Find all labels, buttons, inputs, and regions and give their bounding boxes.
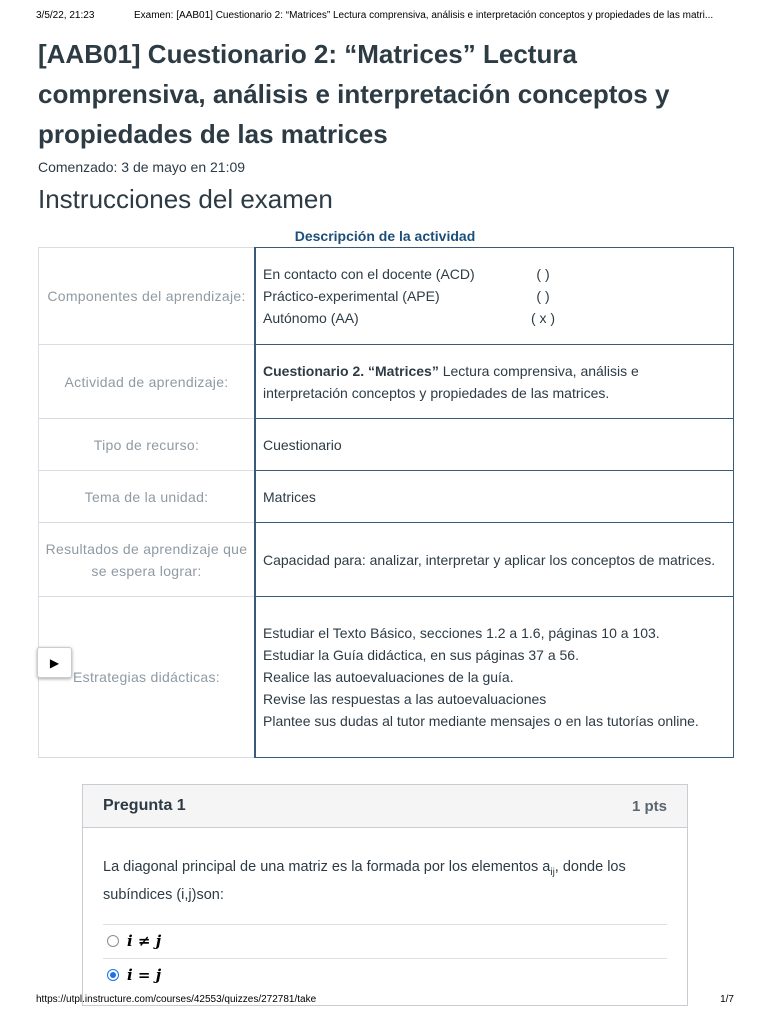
- topic-label: Tema de la unidad:: [39, 471, 256, 523]
- components-value: [255, 248, 734, 345]
- table-caption: Descripción de la actividad: [294, 228, 476, 244]
- outcomes-value: Capacidad para: analizar, interpretar y aplicar los conceptos de matrices.: [255, 523, 734, 597]
- answer-label: i = j: [127, 966, 162, 985]
- question-subscript: ij: [550, 866, 555, 878]
- quiz-started-time: Comenzado: 3 de mayo en 21:09: [38, 159, 246, 175]
- topic-value: Matrices: [255, 471, 734, 523]
- print-url: https://utpl.instructure.com/courses/42553/quizzes/272781/take: [36, 994, 317, 1005]
- activity-description-table: [38, 247, 734, 758]
- instructions-heading: Instrucciones del examen: [38, 184, 333, 214]
- print-page-number: 1/7: [720, 994, 734, 1005]
- table-row-components: [39, 248, 734, 345]
- activity-label: Actividad de aprendizaje:: [39, 345, 256, 419]
- component-line: [263, 285, 726, 307]
- components-label: Componentes del aprendizaje:: [39, 248, 256, 345]
- answer-option[interactable]: [103, 924, 667, 958]
- activity-value: [255, 345, 734, 419]
- strategies-value: [255, 597, 734, 758]
- component-name: Autónomo (AA): [263, 310, 359, 326]
- component-mark: ( x ): [530, 310, 556, 326]
- component-name: En contacto con el docente (ACD): [263, 266, 475, 282]
- answer-option[interactable]: [103, 958, 667, 992]
- play-button[interactable]: [37, 647, 72, 678]
- component-mark: ( ): [536, 266, 550, 282]
- strategy-item: Plantee sus dudas al tutor mediante mensajes o en las tutorías online.: [263, 713, 699, 729]
- question-points: 1 pts: [631, 797, 667, 815]
- table-row-strategies: [39, 597, 734, 758]
- print-date: 3/5/22, 21:23: [36, 10, 95, 21]
- component-line: [263, 263, 726, 285]
- answer-label: i ≠ j: [127, 932, 162, 951]
- table-row-outcomes: [39, 523, 734, 597]
- strategy-item: Estudiar la Guía didáctica, en sus páginas 37 a 56.: [263, 647, 579, 663]
- strategy-item: Estudiar el Texto Básico, secciones 1.2 a 1.6, páginas 10 a 103.: [263, 625, 660, 641]
- activity-description: Lectura comprensiva, análisis e interpretación conceptos y propiedades de las matrices.: [263, 362, 639, 401]
- print-header: [0, 0, 768, 32]
- radio-button[interactable]: [107, 935, 119, 947]
- question-card: [82, 784, 688, 1006]
- outcomes-label: Resultados de aprendizaje que se espera lograr:: [39, 523, 256, 597]
- radio-button-selected[interactable]: [107, 969, 119, 981]
- strategy-item: Revise las respuestas a las autoevaluaciones: [263, 691, 547, 707]
- component-name: Práctico-experimental (APE): [263, 288, 440, 304]
- table-row-topic: [39, 471, 734, 523]
- activity-bold-title: Cuestionario 2. “Matrices”: [263, 362, 439, 379]
- question-text-main: La diagonal principal de una matriz es la formada por los elementos a: [103, 859, 551, 875]
- resource-value: Cuestionario: [255, 419, 734, 471]
- table-row-activity: [39, 345, 734, 419]
- question-text: [103, 856, 667, 906]
- answer-list: [103, 924, 667, 992]
- strategy-item: Realice las autoevaluaciones de la guía.: [263, 669, 514, 685]
- question-title: Pregunta 1: [103, 797, 186, 814]
- component-mark: ( ): [536, 288, 550, 304]
- question-text-end: , donde los subíndices (i,j)son:: [103, 859, 626, 903]
- play-icon: ▶: [49, 655, 60, 670]
- question-header: [83, 785, 687, 828]
- table-row-resource: [39, 419, 734, 471]
- quiz-title: [AAB01] Cuestionario 2: “Matrices” Lectura comprensiva, análisis e interpretación conceptos y propiedades de las matrices: [38, 39, 670, 149]
- resource-label: Tipo de recurso:: [39, 419, 256, 471]
- strategies-label: Estrategias didácticas:: [39, 597, 256, 758]
- print-document-title: Examen: [AAB01] Cuestionario 2: “Matrices” Lectura comprensiva, análisis e interpretación conceptos y propiedades de las matri...: [134, 10, 714, 21]
- component-line: [263, 307, 726, 329]
- print-footer: [0, 990, 768, 1010]
